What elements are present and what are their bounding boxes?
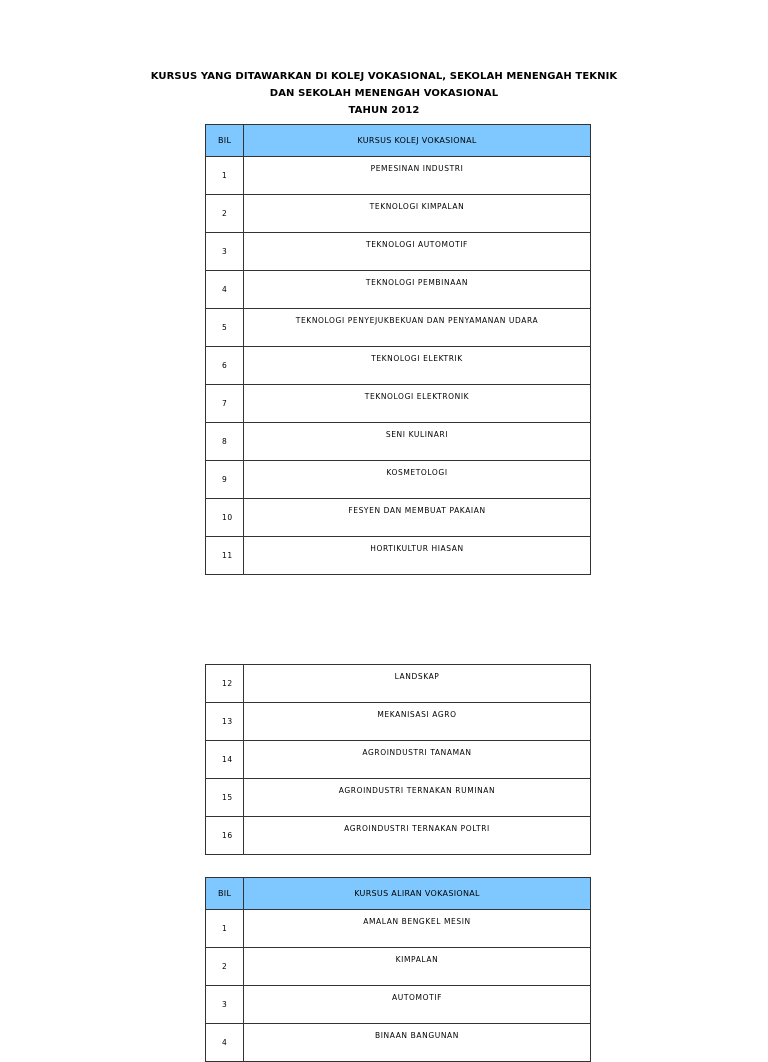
row-number: 3 [206, 233, 244, 271]
course-name: HORTIKULTUR HIASAN [244, 537, 591, 575]
bil-header: BIL [206, 878, 244, 910]
table-row [206, 779, 591, 817]
table-row [206, 233, 591, 271]
course-name: TEKNOLOGI AUTOMOTIF [244, 233, 591, 271]
kursus-header: KURSUS ALIRAN VOKASIONAL [244, 878, 591, 910]
course-name: BINAAN BANGUNAN [244, 1024, 591, 1062]
row-number: 2 [206, 195, 244, 233]
course-name: AGROINDUSTRI TANAMAN [244, 741, 591, 779]
table-row [206, 499, 591, 537]
course-name: SENI KULINARI [244, 423, 591, 461]
course-name: TEKNOLOGI KIMPALAN [244, 195, 591, 233]
course-name: AGROINDUSTRI TERNAKAN POLTRI [244, 817, 591, 855]
page-title [0, 68, 768, 119]
row-number: 10 [206, 499, 244, 537]
table-row [206, 423, 591, 461]
row-number: 13 [206, 703, 244, 741]
kolej-vokasional-table [205, 124, 591, 575]
title-line-2: DAN SEKOLAH MENENGAH VOKASIONAL [269, 88, 499, 99]
aliran-vokasional-table [205, 877, 591, 1062]
title-line-1: KURSUS YANG DITAWARKAN DI KOLEJ VOKASIONAL, SEKOLAH MENENGAH TEKNIK [150, 71, 618, 82]
course-name: KIMPALAN [244, 948, 591, 986]
kolej-vokasional-table-continued [205, 664, 591, 855]
kursus-header: KURSUS KOLEJ VOKASIONAL [244, 125, 591, 157]
row-number: 4 [206, 271, 244, 309]
course-name: AGROINDUSTRI TERNAKAN RUMINAN [244, 779, 591, 817]
course-name: PEMESINAN INDUSTRI [244, 157, 591, 195]
row-number: 3 [206, 986, 244, 1024]
table-row [206, 665, 591, 703]
table-row [206, 1024, 591, 1062]
row-number: 2 [206, 948, 244, 986]
table-row [206, 948, 591, 986]
table-row [206, 537, 591, 575]
table-row [206, 157, 591, 195]
table-header-row [206, 878, 591, 910]
row-number: 14 [206, 741, 244, 779]
row-number: 1 [206, 157, 244, 195]
table-row [206, 195, 591, 233]
table-row [206, 309, 591, 347]
table-row [206, 703, 591, 741]
row-number: 5 [206, 309, 244, 347]
course-name: AUTOMOTIF [244, 986, 591, 1024]
course-name: MEKANISASI AGRO [244, 703, 591, 741]
row-number: 4 [206, 1024, 244, 1062]
row-number: 6 [206, 347, 244, 385]
row-number: 16 [206, 817, 244, 855]
row-number: 1 [206, 910, 244, 948]
row-number: 12 [206, 665, 244, 703]
course-name: TEKNOLOGI ELEKTRONIK [244, 385, 591, 423]
course-name: FESYEN DAN MEMBUAT PAKAIAN [244, 499, 591, 537]
table-row [206, 271, 591, 309]
row-number: 15 [206, 779, 244, 817]
table-row [206, 461, 591, 499]
table-row [206, 910, 591, 948]
course-name: TEKNOLOGI ELEKTRIK [244, 347, 591, 385]
bil-header: BIL [206, 125, 244, 157]
course-name: AMALAN BENGKEL MESIN [244, 910, 591, 948]
table-row [206, 385, 591, 423]
course-name: TEKNOLOGI PEMBINAAN [244, 271, 591, 309]
table-row [206, 347, 591, 385]
table-row [206, 817, 591, 855]
row-number: 8 [206, 423, 244, 461]
title-line-3: TAHUN 2012 [348, 105, 420, 116]
course-name: KOSMETOLOGI [244, 461, 591, 499]
table-row [206, 986, 591, 1024]
table-row [206, 741, 591, 779]
row-number: 9 [206, 461, 244, 499]
row-number: 7 [206, 385, 244, 423]
table-header-row [206, 125, 591, 157]
course-name: TEKNOLOGI PENYEJUKBEKUAN DAN PENYAMANAN UDARA [244, 309, 591, 347]
course-name: LANDSKAP [244, 665, 591, 703]
row-number: 11 [206, 537, 244, 575]
